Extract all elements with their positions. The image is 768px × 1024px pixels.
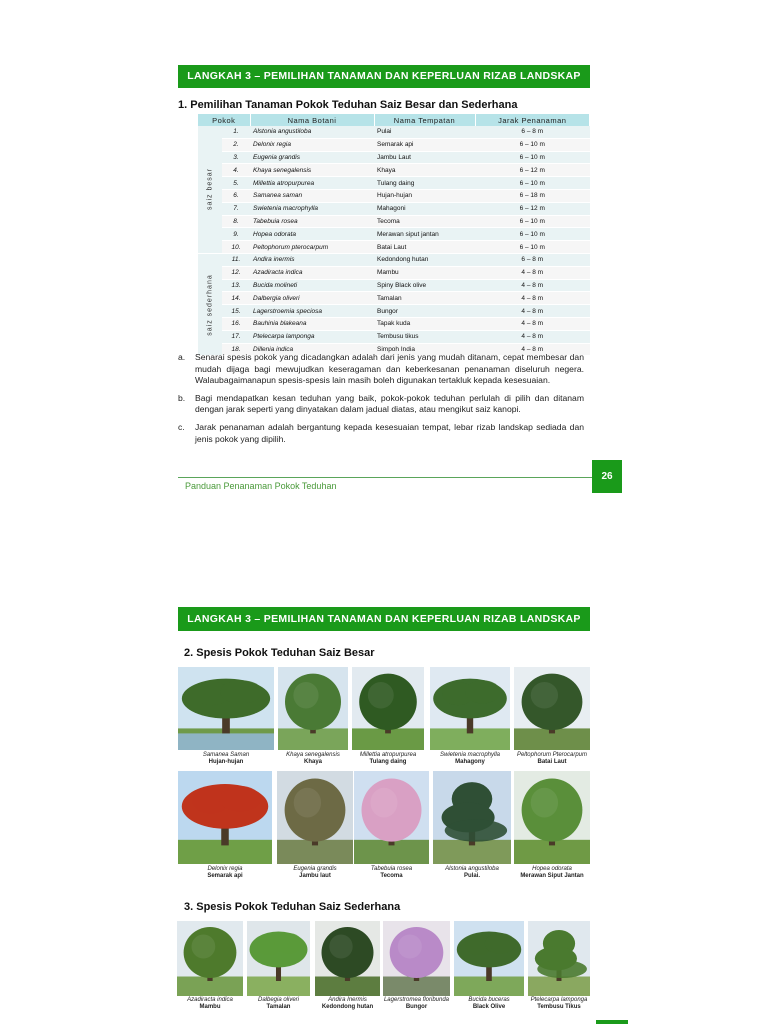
note-label: c. xyxy=(178,421,185,432)
caption-botanical-name: Andira Inermis xyxy=(328,997,367,1003)
planting-distance: 6 – 8 m xyxy=(475,126,590,138)
botanical-name: Dalbergia oliveri xyxy=(250,292,374,305)
table-header-row xyxy=(198,114,590,126)
planting-distance: 4 – 8 m xyxy=(475,266,590,279)
planting-distance: 6 – 10 m xyxy=(475,177,590,190)
tree-photo xyxy=(315,921,380,996)
botanical-name: Tabebuia rosea xyxy=(250,215,374,228)
row-number: 14. xyxy=(222,292,250,305)
footer-text: Panduan Penanaman Pokok Teduhan xyxy=(185,481,337,491)
caption-botanical-name: Ptelecarpa lamponga xyxy=(530,997,588,1003)
local-name: Simpoh India xyxy=(374,343,475,356)
photo-caption xyxy=(272,752,354,766)
caption-botanical-name: Bucida buceras xyxy=(468,997,510,1003)
caption-local-name: Black Olive xyxy=(472,1004,506,1010)
local-name: Mambu xyxy=(374,266,475,279)
tree-photo xyxy=(277,771,353,864)
table-row xyxy=(198,330,590,343)
local-name: Tulang daing xyxy=(374,177,475,190)
photo-caption xyxy=(348,866,435,880)
table-row xyxy=(198,126,590,138)
row-number: 10. xyxy=(222,241,250,254)
local-name: Bungor xyxy=(374,305,475,318)
caption-local-name: Tamalan xyxy=(266,1004,291,1010)
note-item xyxy=(178,393,584,416)
botanical-name: Millettia atropurpurea xyxy=(250,177,374,190)
note-text: Bagi mendapatkan kesan teduhan yang baik, pokok-pokok teduhan perlulah di pilih dan ditanam dengan jarak seperti yang dinyatakan dalam jadual diatas, atau mengikut saiz kanopi. xyxy=(195,392,584,415)
botanical-name: Bucida molineti xyxy=(250,279,374,292)
planting-distance: 6 – 18 m xyxy=(475,189,590,202)
photo-caption xyxy=(508,752,596,766)
local-name: Tembusu tikus xyxy=(374,330,475,343)
caption-botanical-name: Swietenia macrophylla xyxy=(439,752,501,758)
botanical-name: Delonix regia xyxy=(250,138,374,151)
footer-divider xyxy=(178,477,592,478)
table-row xyxy=(198,164,590,177)
caption-local-name: Merawan Siput Jantan xyxy=(520,873,584,879)
caption-local-name: Bungor xyxy=(405,1004,428,1010)
page-corner-mark xyxy=(596,1020,628,1024)
planting-distance: 4 – 8 m xyxy=(475,330,590,343)
planting-distance: 6 – 10 m xyxy=(475,241,590,254)
caption-local-name: Semarak api xyxy=(207,873,243,879)
note-label: a. xyxy=(178,352,186,362)
caption-botanical-name: Hopea odorata xyxy=(532,866,572,872)
photo-caption xyxy=(171,997,249,1011)
botanical-name: Ptelecarpa lamponga xyxy=(250,330,374,343)
caption-botanical-name: Eugenia grandis xyxy=(293,866,337,872)
row-number: 2. xyxy=(222,138,250,151)
caption-botanical-name: Millettia atropurpurea xyxy=(359,752,417,758)
botanical-name: Samanea saman xyxy=(250,189,374,202)
local-name: Spiny Black olive xyxy=(374,279,475,292)
section-title-1: 1. Pemilihan Tanaman Pokok Teduhan Saiz Besar dan Sederhana xyxy=(178,99,518,111)
note-text: Senarai spesis pokok yang dicadangkan adalah dari jenis yang mudah ditanam, cepat membesar dan mudah dijaga bagi mewujudkan keseragaman dan keberkesanan penanaman diseluruh negera. Walaubagaimanapun spesis-spesis lain masih boleh digunakan tertakluk kepada kesesuaian. xyxy=(195,352,584,386)
caption-local-name: Kedondong hutan xyxy=(321,1004,374,1010)
table-row xyxy=(198,253,590,266)
table-row xyxy=(198,228,590,241)
row-number: 3. xyxy=(222,151,250,164)
table-row xyxy=(198,138,590,151)
header-pokok: Pokok xyxy=(198,114,250,126)
table-row xyxy=(198,292,590,305)
local-name: Tamalan xyxy=(374,292,475,305)
row-number: 16. xyxy=(222,317,250,330)
planting-distance: 6 – 10 m xyxy=(475,215,590,228)
local-name: Tecoma xyxy=(374,215,475,228)
caption-botanical-name: Khaya senegalensis xyxy=(286,752,340,758)
caption-local-name: Batai Laut xyxy=(537,759,567,765)
photo-caption xyxy=(427,866,517,880)
row-number: 15. xyxy=(222,305,250,318)
photo-caption xyxy=(522,997,596,1011)
photo-caption xyxy=(508,866,596,880)
caption-botanical-name: Delonix regia xyxy=(207,866,243,872)
planting-distance: 6 – 12 m xyxy=(475,202,590,215)
table-row xyxy=(198,151,590,164)
planting-distance: 4 – 8 m xyxy=(475,343,590,356)
row-number: 1. xyxy=(222,126,250,138)
caption-local-name: Jambu laut xyxy=(299,873,331,879)
photo-caption xyxy=(309,997,386,1011)
local-name: Tapak kuda xyxy=(374,317,475,330)
local-name: Hujan-hujan xyxy=(374,189,475,202)
planting-distance: 4 – 8 m xyxy=(475,305,590,318)
tree-photo xyxy=(177,921,243,996)
planting-distance: 4 – 8 m xyxy=(475,317,590,330)
botanical-name: Andira inermis xyxy=(250,253,374,266)
header-nama-botani: Nama Botani xyxy=(250,114,374,126)
header-jarak: Jarak Penanaman xyxy=(475,114,590,126)
notes-list xyxy=(178,352,584,451)
table-row xyxy=(198,266,590,279)
note-label: b. xyxy=(178,392,186,403)
table-row xyxy=(198,305,590,318)
caption-local-name: Tembusu Tikus xyxy=(537,1004,581,1010)
local-name: Semarak api xyxy=(374,138,475,151)
caption-botanical-name: Alstonia angustiloba xyxy=(445,866,499,872)
tree-photo xyxy=(278,667,348,750)
note-text: Jarak penanaman adalah bergantung kepada kesesuaian tempat, lebar rizab landskap sediada dan jenis pokok yang dipilih. xyxy=(195,421,584,444)
local-name: Merawan siput jantan xyxy=(374,228,475,241)
row-number: 12. xyxy=(222,266,250,279)
botanical-name: Peltophorum pterocarpum xyxy=(250,241,374,254)
planting-distance: 4 – 8 m xyxy=(475,279,590,292)
caption-local-name: Hujan-hujan xyxy=(208,759,244,765)
planting-distance: 6 – 10 m xyxy=(475,151,590,164)
photo-caption xyxy=(377,997,456,1011)
table-row xyxy=(198,279,590,292)
planting-distance: 4 – 8 m xyxy=(475,292,590,305)
caption-local-name: Tecoma xyxy=(380,873,403,879)
photo-caption xyxy=(172,866,278,880)
section-title-3: 3. Spesis Pokok Teduhan Saiz Sederhana xyxy=(184,901,401,913)
local-name: Khaya xyxy=(374,164,475,177)
local-name: Mahagoni xyxy=(374,202,475,215)
tree-photo xyxy=(354,771,429,864)
caption-botanical-name: Lagerstromea floribunda xyxy=(383,997,450,1003)
photo-caption xyxy=(424,752,516,766)
table-row xyxy=(198,317,590,330)
tree-photo xyxy=(454,921,524,996)
planting-distance: 6 – 10 m xyxy=(475,228,590,241)
row-number: 18. xyxy=(222,343,250,356)
page-banner-2: LANGKAH 3 – PEMILIHAN TANAMAN DAN KEPERLUAN RIZAB LANDSKAP xyxy=(178,607,590,631)
botanical-name: Khaya senegalensis xyxy=(250,164,374,177)
table-row xyxy=(198,241,590,254)
group-label-cell xyxy=(198,126,222,253)
local-name: Pulai xyxy=(374,126,475,138)
group-label-cell xyxy=(198,253,222,355)
tree-photo xyxy=(514,667,590,750)
note-item xyxy=(178,422,584,445)
tree-photo xyxy=(528,921,590,996)
tree-photo xyxy=(247,921,310,996)
row-number: 5. xyxy=(222,177,250,190)
botanical-name: Hopea odorata xyxy=(250,228,374,241)
caption-local-name: Khaya xyxy=(303,759,322,765)
photo-caption xyxy=(172,752,280,766)
table-row xyxy=(198,189,590,202)
caption-botanical-name: Azadiracta indica xyxy=(187,997,233,1003)
caption-botanical-name: Samanea Saman xyxy=(202,752,250,758)
plant-table xyxy=(198,114,590,356)
page-number: 26 xyxy=(592,460,622,493)
row-number: 6. xyxy=(222,189,250,202)
caption-botanical-name: Peltophorum Pterocarpum xyxy=(516,752,588,758)
botanical-name: Azadiracta indica xyxy=(250,266,374,279)
caption-local-name: Tulang daing xyxy=(369,759,407,765)
botanical-name: Eugenia grandis xyxy=(250,151,374,164)
row-number: 4. xyxy=(222,164,250,177)
tree-photo xyxy=(430,667,510,750)
tree-photo xyxy=(433,771,511,864)
row-number: 8. xyxy=(222,215,250,228)
table-row xyxy=(198,177,590,190)
group-label: saiz sederhana xyxy=(206,273,214,336)
tree-photo xyxy=(178,667,274,750)
caption-local-name: Mahagony xyxy=(455,759,485,765)
tree-photo xyxy=(352,667,424,750)
local-name: Batai Laut xyxy=(374,241,475,254)
botanical-name: Dillenia indica xyxy=(250,343,374,356)
row-number: 13. xyxy=(222,279,250,292)
group-label: saiz besar xyxy=(206,168,214,211)
table-body xyxy=(198,126,590,356)
planting-distance: 6 – 10 m xyxy=(475,138,590,151)
botanical-name: Swietenia macrophylla xyxy=(250,202,374,215)
section-title-2: 2. Spesis Pokok Teduhan Saiz Besar xyxy=(184,647,375,659)
planting-distance: 6 – 12 m xyxy=(475,164,590,177)
botanical-name: Alstonia angustiloba xyxy=(250,126,374,138)
caption-botanical-name: Dalbegia oliveri xyxy=(257,997,300,1003)
row-number: 7. xyxy=(222,202,250,215)
photo-caption xyxy=(448,997,530,1011)
row-number: 11. xyxy=(222,253,250,266)
tree-photo xyxy=(383,921,450,996)
local-name: Kedondong hutan xyxy=(374,253,475,266)
photo-caption xyxy=(271,866,359,880)
botanical-name: Bauhinia blakeana xyxy=(250,317,374,330)
tree-photo xyxy=(178,771,272,864)
page-banner-1: LANGKAH 3 – PEMILIHAN TANAMAN DAN KEPERLUAN RIZAB LANDSKAP xyxy=(178,65,590,88)
caption-local-name: Pulai. xyxy=(463,873,480,879)
header-nama-tempatan: Nama Tempatan xyxy=(374,114,475,126)
planting-distance: 6 – 8 m xyxy=(475,253,590,266)
note-item xyxy=(178,352,584,387)
table-row xyxy=(198,202,590,215)
table-row xyxy=(198,215,590,228)
row-number: 17. xyxy=(222,330,250,343)
row-number: 9. xyxy=(222,228,250,241)
botanical-name: Lagerstroemia speciosa xyxy=(250,305,374,318)
tree-photo xyxy=(514,771,590,864)
photo-caption xyxy=(346,752,430,766)
photo-caption xyxy=(241,997,316,1011)
caption-botanical-name: Tabebuia rosea xyxy=(370,866,413,872)
caption-local-name: Mambu xyxy=(199,1004,221,1010)
local-name: Jambu Laut xyxy=(374,151,475,164)
